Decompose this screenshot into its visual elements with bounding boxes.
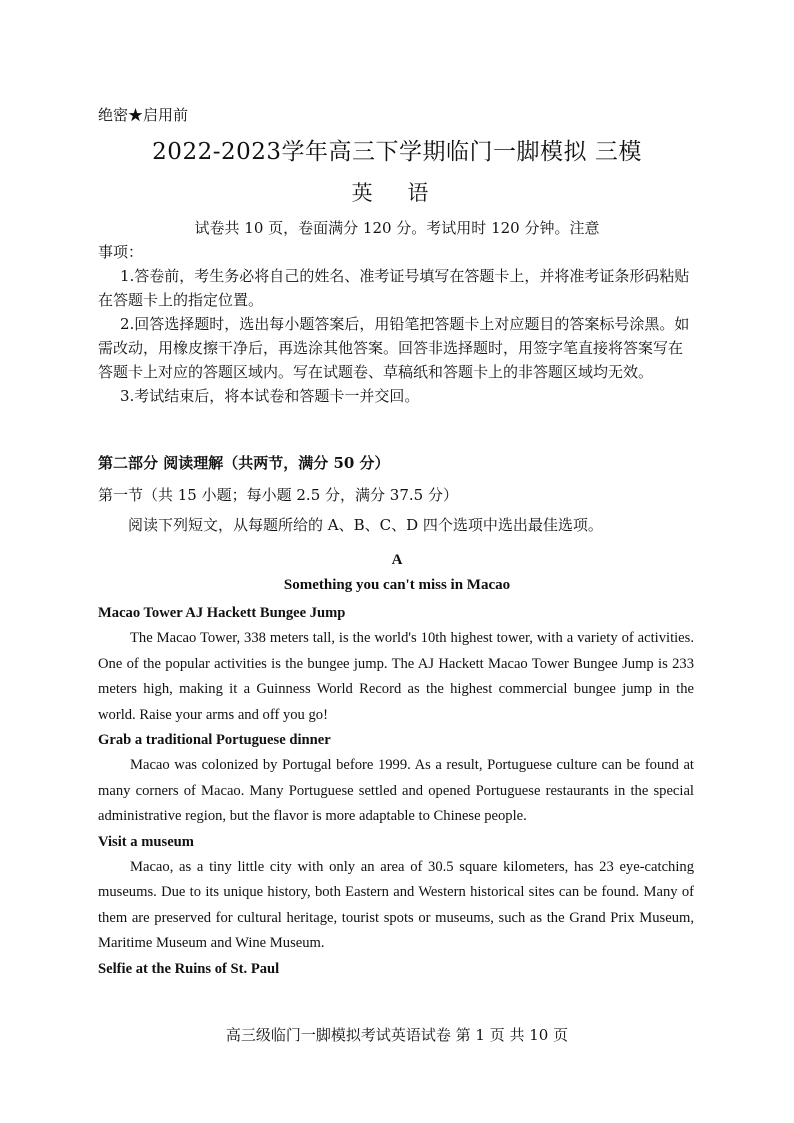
section-text-bungee: The Macao Tower, 338 meters tall, is the world's 10th highest tower, with a variety of activities. One of the popular activities is the bungee jump. The AJ Hackett Macao Tower Bungee Jump is 233 meters high, making it a Guinness World Record as the highest commercial bungee jump in the world. Raise your arms and off you go!: [98, 630, 694, 723]
section-heading-museum: Visit a museum: [98, 833, 194, 850]
notes-item-3: 3.考试结束后，将本试卷和答题卡一并交回。: [120, 387, 420, 405]
notes-intro-line2: 事项：: [98, 243, 144, 261]
notes-item-2: 2.回答选择题时，选出每小题答案后，用铅笔把答题卡上对应题目的答案标号涂黑。如需改动，用橡皮擦干净后，再选涂其他答案。回答非选择题时，用签字笔直接将答案写在答题卡上对应的答题区域内。写在试题卷、草稿纸和答题卡上的非答题区域均无效。: [98, 315, 690, 381]
section-one-heading: 第一节（共 15 小题；每小题 2.5 分，满分 37.5 分）: [98, 486, 458, 504]
section-heading-dinner: Grab a traditional Portuguese dinner: [98, 732, 331, 749]
passage-letter: A: [391, 552, 403, 568]
secret-label: 绝密★启用前: [98, 106, 189, 124]
exam-title: 2022-2023学年高三下学期临门一脚模拟 三模: [152, 139, 642, 165]
passage-body: [98, 601, 694, 982]
notes-item-1: 1.答卷前，考生务必将自己的姓名、准考证号填写在答题卡上，并将准考证条形码粘贴在答题卡上的指定位置。: [98, 267, 690, 309]
passage-title: Something you can't miss in Macao: [283, 577, 511, 593]
subject-title: 英 语: [351, 181, 443, 205]
exam-notes: [98, 216, 696, 408]
section-heading-selfie: Selfie at the Ruins of St. Paul: [98, 960, 280, 977]
notes-intro-line1: 试卷共 10 页，卷面满分 120 分。考试用时 120 分钟。注意: [194, 219, 600, 237]
section-text-dinner: Macao was colonized by Portugal before 1999. As a result, Portuguese culture can be found at many corners of Macao. Many Portuguese settled and opened Portuguese restaurants in the special administrative region, but the flavor is more adaptable to Chinese people.: [98, 757, 694, 825]
section-text-museum: Macao, as a tiny little city with only an area of 30.5 square kilometers, has 23 eye-catching museums. Due to its unique history, both Eastern and Western historical sites can be found. Many of them are preserved for cultural heritage, tourist spots or museums, such as the Grand Prix Museum, Maritime Museum and Wine Museum.: [98, 859, 694, 952]
part-two-heading: 第二部分 阅读理解（共两节，满分 50 分）: [98, 454, 390, 472]
section-instruction: 阅读下列短文，从每题所给的 A、B、C、D 四个选项中选出最佳选项。: [128, 516, 603, 534]
section-heading-bungee: Macao Tower AJ Hackett Bungee Jump: [98, 605, 346, 621]
page-footer: 高三级临门一脚模拟考试英语试卷 第 1 页 共 10 页: [225, 1026, 569, 1044]
